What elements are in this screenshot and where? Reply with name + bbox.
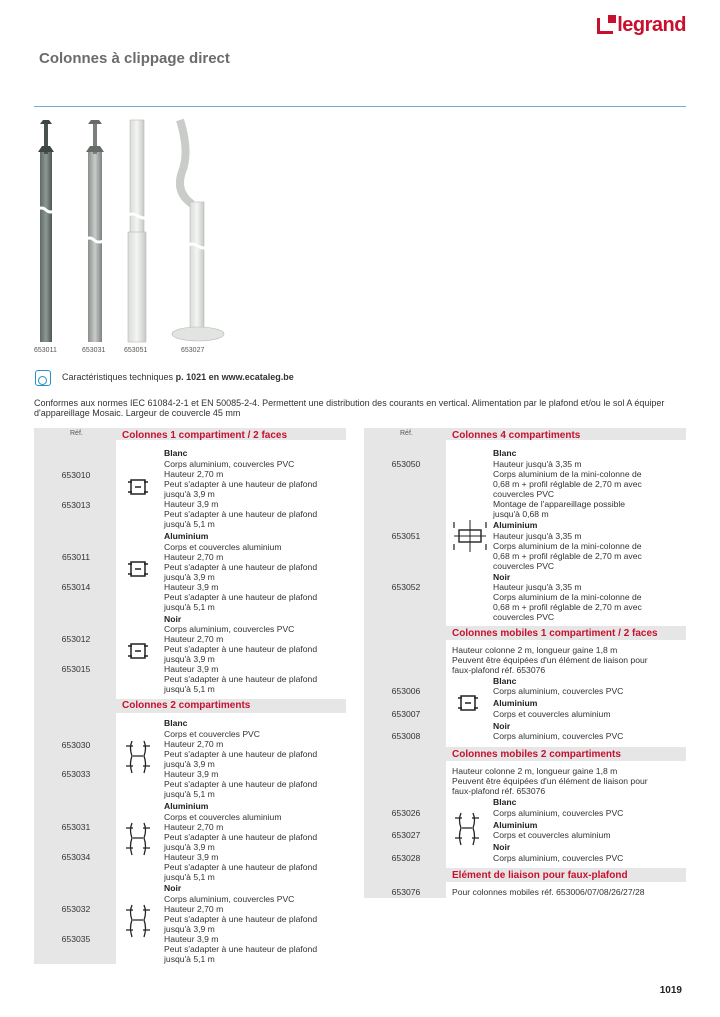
ref-653028: 653028 <box>391 853 421 863</box>
m2-noir-label: Noir <box>493 842 511 852</box>
profile-1-compartment-icon <box>127 476 149 498</box>
m2-alu-label: Aluminium <box>493 820 538 830</box>
s2-alu-label: Aluminium <box>164 801 209 811</box>
ref-653052: 653052 <box>391 582 421 592</box>
ref-653014: 653014 <box>61 582 91 592</box>
ref-653030: 653030 <box>61 740 91 750</box>
ref-653033: 653033 <box>61 769 91 779</box>
thumb-caption-3: 653051 <box>124 347 148 354</box>
m1-alu-label: Aluminium <box>493 698 538 708</box>
liaison-desc: Pour colonnes mobiles réf. 653006/07/08/26/27/28 <box>452 887 645 897</box>
s2-blanc-desc: Corps et couvercles PVC Hauteur 2,70 m Peut s'adapter à une hauteur de plafond jusqu'à 3,9 m Hauteur 3,9 m Peut s'adapter à une hauteur de plafond jusqu'à 5,1 m <box>164 729 318 799</box>
s4-noir-label: Noir <box>493 572 511 582</box>
s2-alu-desc: Corps et couvercles aluminium Hauteur 2,70 m Peut s'adapter à une hauteur de plafond jusqu'à 3,9 m Hauteur 3,9 m Peut s'adapter à une hauteur de plafond jusqu'à 5,1 m <box>164 812 318 882</box>
section-title-mobile-1-compartment: Colonnes mobiles 1 compartiment / 2 faces <box>452 628 658 639</box>
s1-alu-label: Aluminium <box>164 531 209 541</box>
ref-653034: 653034 <box>61 852 91 862</box>
technical-info-icon <box>35 370 51 386</box>
section-title-mobile-2-compartments: Colonnes mobiles 2 compartiments <box>452 749 621 760</box>
column-photo-653051 <box>126 120 150 342</box>
m1-blanc-desc: Corps aluminium, couvercles PVC <box>493 686 624 696</box>
brand-name: legrand <box>617 14 686 36</box>
thumb-caption-4: 653027 <box>181 347 205 354</box>
s1-noir-label: Noir <box>164 614 182 624</box>
technical-info <box>62 372 294 382</box>
s4-blanc-label: Blanc <box>493 448 517 458</box>
thumb-caption-2: 653031 <box>82 347 106 354</box>
profile-1-compartment-icon <box>127 558 149 580</box>
page-number: 1019 <box>659 985 682 996</box>
m2-alu-desc: Corps et couvercles aluminium <box>493 830 611 840</box>
m2-blanc-label: Blanc <box>493 797 517 807</box>
m1-blanc-label: Blanc <box>493 676 517 686</box>
legrand-mark-icon <box>597 18 613 34</box>
profile-2-compartments-icon <box>125 902 151 940</box>
column-photo-653011 <box>36 120 56 342</box>
m2-noir-desc: Corps aluminium, couvercles PVC <box>493 853 624 863</box>
profile-mobile-2-icon <box>454 810 480 848</box>
product-photos <box>30 112 240 346</box>
ref-653026: 653026 <box>391 808 421 818</box>
info-prefix: Caractéristiques techniques <box>62 372 174 382</box>
s4-blanc-desc: Hauteur jusqu'à 3,35 m Corps aluminium de la mini-colonne de 0,68 m + profil réglable de 2,70 m avec couvercles PVC Montage de l'appareillage possible jusqu'à 0,68 m <box>493 459 642 519</box>
page-title: Colonnes à clippage direct <box>39 50 230 67</box>
ref-653013: 653013 <box>61 500 91 510</box>
profile-2-compartments-icon <box>125 738 151 776</box>
ref-header-right: Réf. <box>400 430 413 437</box>
s1-alu-desc: Corps et couvercles aluminium Hauteur 2,70 m Peut s'adapter à une hauteur de plafond jusqu'à 3,9 m Hauteur 3,9 m Peut s'adapter à une hauteur de plafond jusqu'à 5,1 m <box>164 542 318 612</box>
m1-intro: Hauteur colonne 2 m, longueur gaine 1,8 m Peuvent être équipées d'un élément de liaison pour faux-plafond réf. 653076 <box>452 645 648 675</box>
m1-alu-desc: Corps et couvercles aluminium <box>493 709 611 719</box>
ref-653010: 653010 <box>61 470 91 480</box>
s1-blanc-desc: Corps aluminium, couvercles PVC Hauteur 2,70 m Peut s'adapter à une hauteur de plafond jusqu'à 3,9 m Hauteur 3,9 m Peut s'adapter à une hauteur de plafond jusqu'à 5,1 m <box>164 459 318 529</box>
profile-2-compartments-icon <box>125 820 151 858</box>
s4-alu-desc: Hauteur jusqu'à 3,35 m Corps aluminium de la mini-colonne de 0,68 m + profil réglable de 2,70 m avec couvercles PVC <box>493 531 642 571</box>
ref-653008: 653008 <box>391 731 421 741</box>
section-title-2-compartments: Colonnes 2 compartiments <box>122 700 251 711</box>
ref-653015: 653015 <box>61 664 91 674</box>
ref-653032: 653032 <box>61 904 91 914</box>
s2-noir-desc: Corps aluminium, couvercles PVC Hauteur 2,70 m Peut s'adapter à une hauteur de plafond jusqu'à 3,9 m Hauteur 3,9 m Peut s'adapter à une hauteur de plafond jusqu'à 5,1 m <box>164 894 318 964</box>
ref-653035: 653035 <box>61 934 91 944</box>
ref-column-right <box>364 428 446 898</box>
ref-653011: 653011 <box>61 552 91 562</box>
ref-653012: 653012 <box>61 634 91 644</box>
ref-653050: 653050 <box>391 459 421 469</box>
ref-653006: 653006 <box>391 686 421 696</box>
m2-intro: Hauteur colonne 2 m, longueur gaine 1,8 m Peuvent être équipées d'un élément de liaison pour faux-plafond réf. 653076 <box>452 766 648 796</box>
column-photo-653031 <box>84 120 106 342</box>
intro-text: Conformes aux normes IEC 61084-2-1 et EN 50085-2-4. Permettent une distribution des courants en vertical. Alimentation par le plafond et/ou le sol A équiper d'appareillage Mosaic. Largeur de couvercle 45 mm <box>34 398 665 418</box>
m2-blanc-desc: Corps aluminium, couvercles PVC <box>493 808 624 818</box>
profile-1-compartment-icon <box>127 640 149 662</box>
s4-noir-desc: Hauteur jusqu'à 3,35 m Corps aluminium de la mini-colonne de 0,68 m + profil réglable de 2,70 m avec couvercles PVC <box>493 582 642 622</box>
header-divider <box>34 106 686 107</box>
s1-noir-desc: Corps aluminium, couvercles PVC Hauteur 2,70 m Peut s'adapter à une hauteur de plafond jusqu'à 3,9 m Hauteur 3,9 m Peut s'adapter à une hauteur de plafond jusqu'à 5,1 m <box>164 624 318 694</box>
section-title-liaison: Elément de liaison pour faux-plafond <box>452 870 628 881</box>
s4-alu-label: Aluminium <box>493 520 538 530</box>
ref-653027: 653027 <box>391 830 421 840</box>
m1-noir-desc: Corps aluminium, couvercles PVC <box>493 731 624 741</box>
column-photo-653027 <box>172 120 224 341</box>
info-link[interactable]: p. 1021 en www.ecataleg.be <box>175 372 294 382</box>
profile-mobile-1-icon <box>457 692 479 714</box>
section-title-1-compartment: Colonnes 1 compartiment / 2 faces <box>122 430 288 441</box>
s2-blanc-label: Blanc <box>164 718 188 728</box>
ref-653031: 653031 <box>61 822 91 832</box>
ref-header-left: Réf. <box>70 430 83 437</box>
brand-logo <box>597 14 686 37</box>
s2-noir-label: Noir <box>164 883 182 893</box>
ref-653007: 653007 <box>391 709 421 719</box>
thumb-caption-1: 653011 <box>34 347 57 354</box>
s1-blanc-label: Blanc <box>164 448 188 458</box>
ref-653051: 653051 <box>391 531 421 541</box>
m1-noir-label: Noir <box>493 721 511 731</box>
section-title-4-compartments: Colonnes 4 compartiments <box>452 430 581 441</box>
profile-4-compartments-icon <box>451 518 489 554</box>
ref-653076: 653076 <box>391 887 421 897</box>
